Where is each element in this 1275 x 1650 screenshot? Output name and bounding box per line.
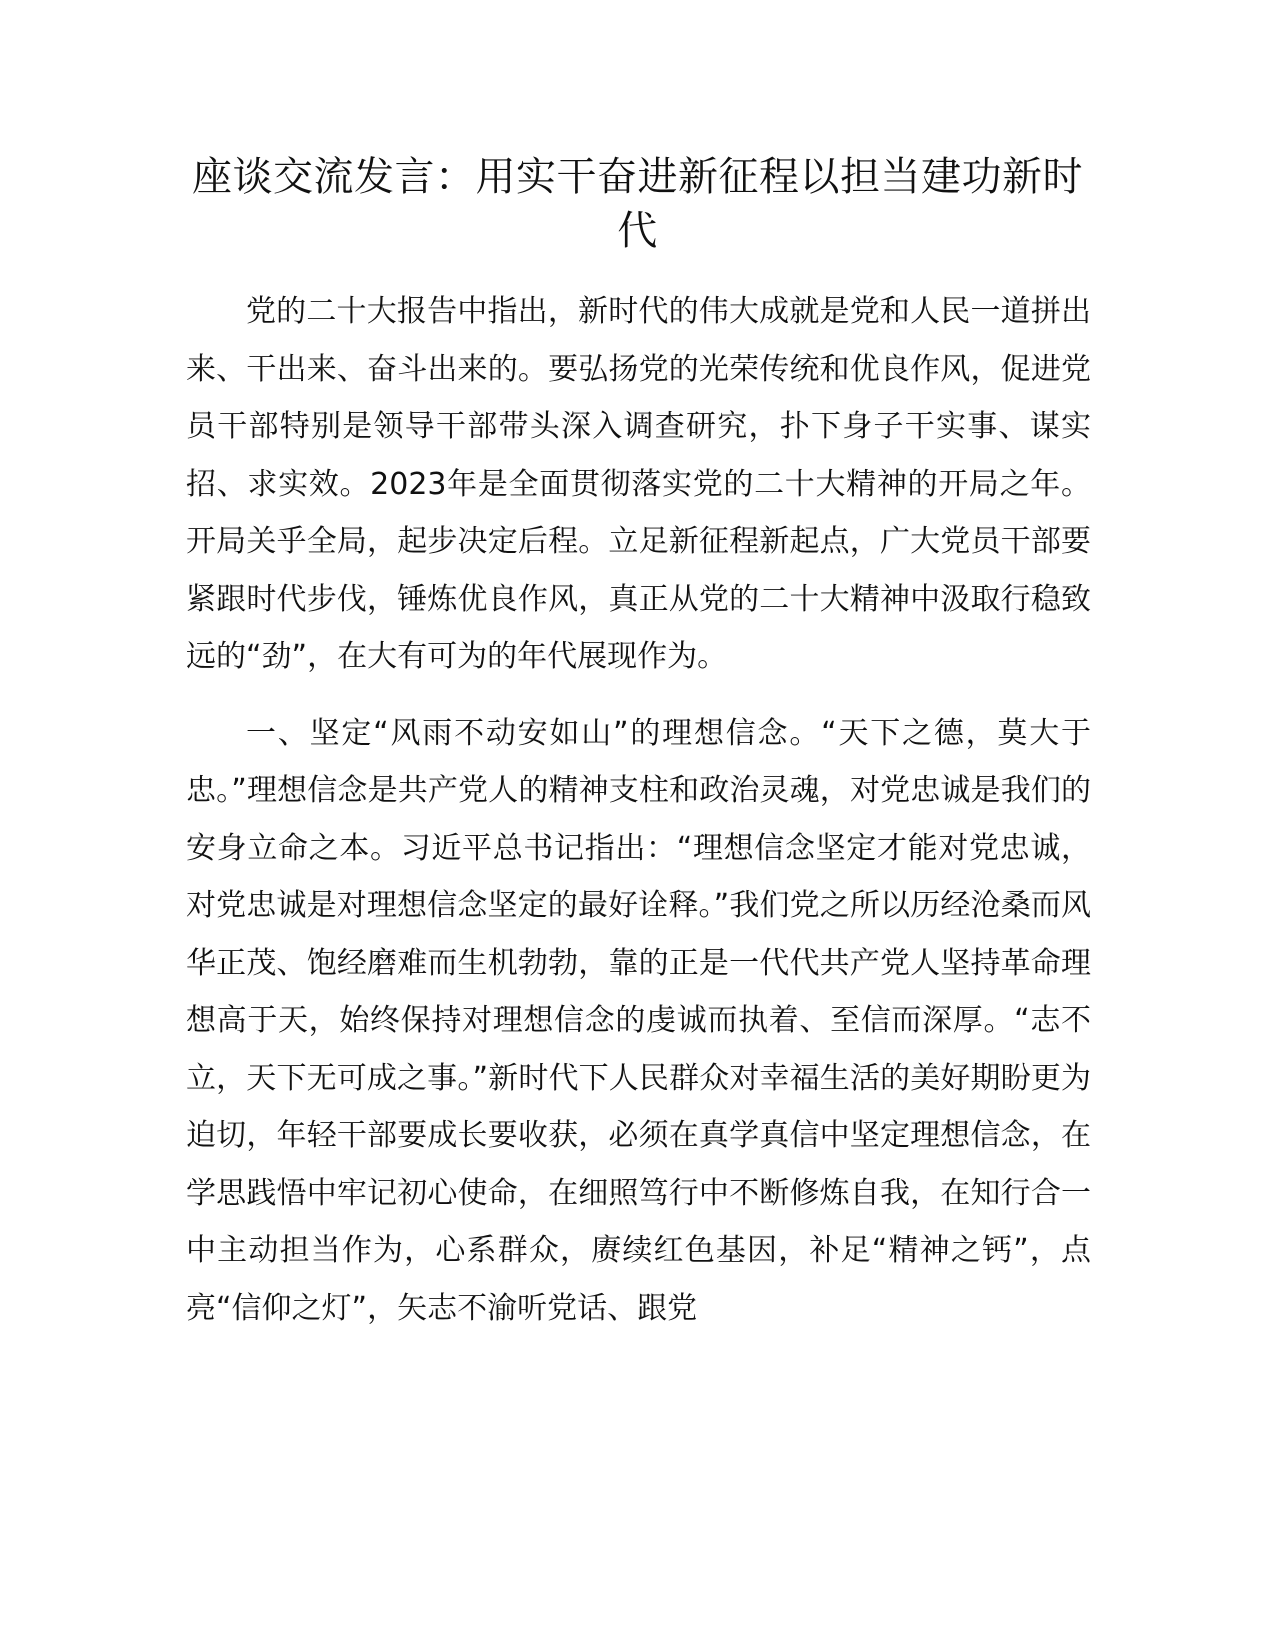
document-body [186, 283, 1091, 1337]
paragraph-intro: 党的二十大报告中指出，新时代的伟大成就是党和人民一道拼出来、干出来、奋斗出来的。要弘扬党的光荣传统和优良作风，促进党员干部特别是领导干部带头深入调查研究，扑下身子干实事、谋实招、求实效。2023年是全面贯彻落实党的二十大精神的开局之年。开局关乎全局，起步决定后程。立足新征程新起点，广大党员干部要紧跟时代步伐，锤炼优良作风，真正从党的二十大精神中汲取行稳致远的“劲”，在大有可为的年代展现作为。 [186, 294, 1091, 674]
document-title: 座谈交流发言：用实干奋进新征程以担当建功新时代 [192, 154, 1083, 254]
paragraph-section-one: 一、坚定“风雨不动安如山”的理想信念。“天下之德，莫大于忠。”理想信念是共产党人的精神支柱和政治灵魂，对党忠诚是我们的安身立命之本。习近平总书记指出：“理想信念坚定才能对党忠诚，对党忠诚是对理想信念坚定的最好诠释。”我们党之所以历经沧桑而风华正茂、饱经磨难而生机勃勃，靠的正是一代代共产党人坚持革命理想高于天，始终保持对理想信念的虔诚而执着、至信而深厚。“志不立，天下无可成之事。”新时代下人民群众对幸福生活的美好期盼更为迫切，年轻干部要成长要收获，必须在真学真信中坚定理想信念，在学思践悟中牢记初心使命，在细照笃行中不断修炼自我，在知行合一中主动担当作为，心系群众，赓续红色基因，补足“精神之钙”，点亮“信仰之灯”，矢志不渝听党话、跟党 [186, 715, 1091, 1326]
